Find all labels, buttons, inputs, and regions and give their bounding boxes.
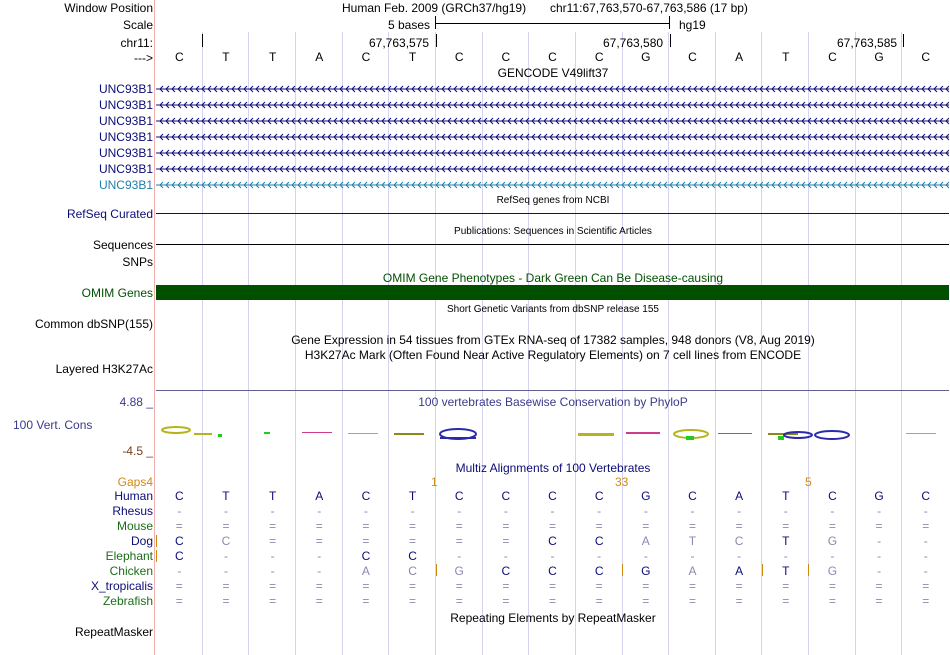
alignment-base: = [782, 579, 790, 593]
alignment-base: - [223, 564, 228, 578]
alignment-base: C [174, 549, 184, 563]
alignment-base: = [175, 579, 183, 593]
alignment-base: = [502, 579, 510, 593]
chrom-label: chr11: [120, 36, 153, 50]
base-letter: G [874, 50, 884, 64]
alignment-base: T [268, 489, 277, 503]
alignment-base: - [457, 549, 462, 563]
base-letter: T [222, 50, 230, 64]
alignment-base: - [550, 504, 555, 518]
coord-tick [202, 34, 203, 47]
coord-tick [903, 34, 904, 47]
refseq-gene-line[interactable] [156, 213, 949, 214]
cons-logo-glyph [348, 433, 378, 434]
base-sequence-row [0, 50, 950, 64]
alignment-base: T [222, 489, 230, 503]
cons-logo-glyph [686, 436, 694, 440]
alignment-base: C [174, 534, 184, 548]
gaps-label: Gaps4 [117, 475, 153, 489]
alignment-base: C [548, 534, 557, 548]
alignment-base: = [269, 594, 277, 608]
gap-count: 33 [615, 475, 629, 489]
cons-track-label[interactable]: 100 Vert. Cons [13, 418, 93, 432]
base-letter: C [361, 50, 371, 64]
base-letter: G [641, 50, 651, 64]
alignment-row [0, 519, 950, 533]
alignment-base: = [315, 534, 323, 548]
cons-min-label: -4.5 _ [122, 444, 153, 458]
gap-marker [762, 564, 763, 576]
gap-marker [156, 535, 157, 547]
alignment-base: - [503, 549, 508, 563]
alignment-base: = [595, 519, 603, 533]
alignment-base: - [503, 504, 508, 518]
scale-db: hg19 [679, 18, 706, 32]
alignment-base: = [735, 519, 743, 533]
alignment-base: - [643, 549, 648, 563]
alignment-base: G [641, 489, 651, 503]
alignment-base: = [362, 534, 370, 548]
alignment-base: = [409, 519, 417, 533]
alignment-base: = [269, 579, 277, 593]
gencode-gene-model[interactable] [156, 162, 949, 176]
alignment-base: C [221, 534, 231, 548]
alignment-base: = [688, 594, 696, 608]
cons-logo-glyph [778, 436, 784, 440]
species-label[interactable]: Dog [130, 534, 153, 548]
gencode-track-title: GENCODE V49lift37 [497, 66, 609, 80]
alignment-base: G [454, 564, 464, 578]
gencode-gene-model[interactable] [156, 82, 949, 96]
alignment-base: C [548, 489, 557, 503]
species-label[interactable]: Mouse [116, 519, 153, 533]
dbsnp-track-title: Short Genetic Variants from dbSNP release 155 [447, 304, 659, 315]
alignment-base: C [594, 534, 604, 548]
alignment-base: A [735, 489, 744, 503]
alignment-base: - [363, 504, 368, 518]
alignment-base: = [455, 594, 463, 608]
alignment-base: = [222, 579, 230, 593]
scale-bar [435, 23, 669, 24]
alignment-base: C [594, 564, 604, 578]
alignment-base: = [409, 594, 417, 608]
gencode-gene-model[interactable] [156, 178, 949, 192]
alignment-base: = [595, 594, 603, 608]
alignment-base: = [875, 594, 883, 608]
alignment-base: = [922, 579, 930, 593]
alignment-base: - [223, 504, 228, 518]
alignment-base: = [455, 534, 463, 548]
alignment-base: - [877, 549, 882, 563]
alignment-base: = [269, 534, 277, 548]
coord-tick-label: 67,763,585 [837, 36, 898, 50]
alignment-base: A [315, 489, 324, 503]
scale-bar-right-end [669, 16, 670, 29]
repeatmasker-track-label[interactable]: RepeatMasker [74, 625, 153, 639]
alignment-base: - [317, 504, 322, 518]
alignment-base: - [177, 504, 182, 518]
omim-gene-bar[interactable] [156, 285, 949, 300]
alignment-base: C [408, 564, 417, 578]
alignment-base: = [222, 519, 230, 533]
base-letter: C [174, 50, 184, 64]
gencode-gene-model[interactable] [156, 114, 949, 128]
alignment-base: = [922, 594, 930, 608]
alignment-base: = [688, 579, 696, 593]
species-label[interactable]: X_tropicalis [90, 579, 153, 593]
alignment-base: - [317, 564, 322, 578]
alignment-base: = [688, 519, 696, 533]
alignment-base: = [828, 579, 836, 593]
alignment-base: T [688, 534, 697, 548]
base-letter: C [594, 50, 604, 64]
alignment-base: - [690, 504, 695, 518]
alignment-base: = [549, 594, 557, 608]
alignment-base: = [735, 594, 743, 608]
cons-logo [156, 424, 950, 444]
cons-logo-glyph [302, 432, 332, 433]
species-label[interactable]: Human [114, 489, 153, 503]
alignment-base: = [409, 579, 417, 593]
alignment-base: - [923, 564, 928, 578]
alignment-base: = [782, 519, 790, 533]
alignment-base: C [361, 489, 371, 503]
base-letter: C [501, 50, 511, 64]
alignment-row [0, 534, 950, 548]
gencode-gene-label[interactable]: UNC93B1 [98, 130, 153, 144]
alignment-base: = [315, 579, 323, 593]
base-letter: C [828, 50, 837, 64]
gencode-gene-label[interactable]: UNC93B1 [98, 98, 153, 112]
gap-count: 5 [805, 475, 812, 489]
base-letter: C [548, 50, 557, 64]
window-position-label: Window Position [64, 1, 153, 15]
alignment-base: = [362, 519, 370, 533]
alignment-base: T [782, 564, 790, 578]
gencode-gene-model[interactable] [156, 146, 949, 160]
cons-logo-glyph [718, 433, 752, 434]
repeatmasker-track-title: Repeating Elements by RepeatMasker [450, 611, 656, 625]
publications-track-title: Publications: Sequences in Scientific Articles [454, 226, 652, 237]
alignment-base: = [642, 594, 650, 608]
alignment-base: = [828, 519, 836, 533]
alignment-base: - [923, 534, 928, 548]
alignment-base: G [827, 564, 838, 578]
base-letter: C [688, 50, 697, 64]
cons-logo-glyph [218, 434, 222, 437]
gencode-gene-model[interactable] [156, 98, 949, 112]
species-label[interactable]: Rhesus [112, 504, 153, 518]
gap-count: 1 [431, 475, 438, 489]
alignment-base: A [735, 564, 744, 578]
alignment-base: = [455, 519, 463, 533]
base-letter: A [315, 50, 324, 64]
alignment-base: - [877, 534, 882, 548]
cons-logo-glyph [162, 427, 190, 433]
alignment-base: = [549, 519, 557, 533]
gencode-gene-label[interactable]: UNC93B1 [98, 162, 153, 176]
scale-text: 5 bases [388, 18, 431, 32]
cons-track-title: 100 vertebrates Basewise Conservation by PhyloP [418, 395, 688, 409]
alignment-base: = [828, 594, 836, 608]
alignment-base: - [830, 549, 835, 563]
alignment-base: = [782, 594, 790, 608]
alignment-base: - [317, 549, 322, 563]
omim-track-title: OMIM Gene Phenotypes - Dark Green Can Be Disease-causing [382, 271, 724, 285]
alignment-base: - [597, 549, 602, 563]
alignment-base: C [828, 489, 837, 503]
alignment-base: C [688, 489, 697, 503]
publications-line[interactable] [156, 244, 949, 245]
multiz-track-title: Multiz Alignments of 100 Vertebrates [455, 461, 651, 475]
cons-logo-glyph [815, 431, 849, 439]
h3k27ac-track-label[interactable]: Layered H3K27Ac [55, 362, 153, 376]
alignment-base: G [874, 489, 884, 503]
alignment-base: = [455, 579, 463, 593]
alignment-base: = [409, 534, 417, 548]
alignment-base: A [688, 564, 697, 578]
alignment-base: C [454, 489, 464, 503]
cons-logo-glyph [194, 433, 212, 435]
cons-logo-glyph [440, 437, 476, 439]
position-text: chr11:67,763,570-67,763,586 (17 bp) [550, 1, 748, 15]
alignment-base: - [690, 549, 695, 563]
gap-marker [808, 564, 809, 576]
alignment-base: = [175, 594, 183, 608]
alignment-base: C [594, 489, 604, 503]
gencode-gene-model[interactable] [156, 130, 949, 144]
alignment-base: C [174, 489, 184, 503]
alignment-base: T [408, 489, 417, 503]
alignment-row [0, 549, 950, 563]
alignment-base: = [362, 594, 370, 608]
alignment-base: = [502, 519, 510, 533]
alignment-row [0, 594, 950, 608]
alignment-base: - [597, 504, 602, 518]
alignment-base: - [877, 564, 882, 578]
base-letter: T [782, 50, 790, 64]
alignment-base: - [270, 564, 275, 578]
coord-tick [670, 34, 671, 47]
alignment-base: T [782, 534, 790, 548]
coord-tick [436, 34, 437, 47]
alignment-base: = [642, 519, 650, 533]
alignment-base: C [548, 564, 557, 578]
omim-track-label[interactable]: OMIM Genes [81, 286, 153, 300]
alignment-base: - [457, 504, 462, 518]
gencode-gene-label[interactable]: UNC93B1 [98, 146, 153, 160]
alignment-base: - [737, 504, 742, 518]
dbsnp-track-label[interactable]: Common dbSNP(155) [34, 317, 153, 331]
alignment-base: = [875, 579, 883, 593]
cons-logo-glyph [906, 433, 936, 434]
scale-label: Scale [122, 18, 153, 32]
alignment-base: = [362, 579, 370, 593]
alignment-base: = [269, 519, 277, 533]
alignment-base: - [270, 504, 275, 518]
coord-tick-label: 67,763,575 [369, 36, 430, 50]
cons-max-label: 4.88 _ [119, 395, 153, 409]
base-letter: T [268, 50, 277, 64]
alignment-base: - [177, 564, 182, 578]
alignment-base: - [783, 549, 788, 563]
species-label[interactable]: Elephant [105, 549, 153, 563]
alignment-base: = [315, 594, 323, 608]
alignment-base: C [361, 549, 371, 563]
cons-logo-glyph [264, 432, 270, 434]
gap-marker [622, 564, 623, 576]
alignment-base: - [923, 504, 928, 518]
alignment-base: - [877, 504, 882, 518]
alignment-base: C [501, 564, 511, 578]
alignment-base: = [595, 579, 603, 593]
cons-logo-glyph [578, 433, 614, 436]
refseq-track-label[interactable]: RefSeq Curated [66, 207, 153, 221]
alignment-base: = [175, 519, 183, 533]
alignment-base: C [501, 489, 511, 503]
gencode-gene-label[interactable]: UNC93B1 [98, 82, 153, 96]
alignment-base: = [922, 519, 930, 533]
base-letter: T [408, 50, 417, 64]
species-label[interactable]: Chicken [109, 564, 153, 578]
cons-logo-glyph [626, 432, 660, 434]
strand-label: ---> [134, 51, 153, 65]
alignment-base: C [921, 489, 931, 503]
alignment-base: - [270, 549, 275, 563]
snps-label[interactable]: SNPs [122, 255, 153, 269]
h3k27ac-track-title: H3K27Ac Mark (Often Found Near Active Regulatory Elements) on 7 cell lines from ENCODE [304, 348, 802, 362]
gap-marker [156, 550, 157, 562]
h3k27ac-baseline [156, 390, 949, 391]
alignment-base: - [550, 549, 555, 563]
cons-logo-glyph [768, 433, 798, 435]
alignment-base: - [410, 504, 415, 518]
alignment-base: - [783, 504, 788, 518]
alignment-row [0, 489, 950, 503]
species-label[interactable]: Zebrafish [102, 594, 153, 608]
alignment-base: C [408, 549, 417, 563]
alignment-base: = [502, 534, 510, 548]
alignment-base: T [782, 489, 790, 503]
alignment-base: - [830, 504, 835, 518]
alignment-base: - [923, 549, 928, 563]
base-letter: C [454, 50, 464, 64]
alignment-base: C [734, 534, 744, 548]
alignment-row [0, 579, 950, 593]
alignment-base: = [222, 594, 230, 608]
alignment-base: G [641, 564, 651, 578]
coord-tick-label: 67,763,580 [603, 36, 664, 50]
alignment-base: A [641, 534, 650, 548]
base-letter: A [735, 50, 744, 64]
alignment-base: = [735, 579, 743, 593]
alignment-row [0, 504, 950, 518]
alignment-base: - [643, 504, 648, 518]
assembly-text: Human Feb. 2009 (GRCh37/hg19) [342, 1, 527, 15]
alignment-base: = [549, 579, 557, 593]
alignment-base: = [315, 519, 323, 533]
gencode-gene-label[interactable]: UNC93B1 [98, 178, 153, 192]
alignment-base: = [502, 594, 510, 608]
publications-track-label[interactable]: Sequences [92, 238, 153, 252]
alignment-base: = [642, 579, 650, 593]
alignment-base: G [827, 534, 838, 548]
alignment-base: - [737, 549, 742, 563]
cons-logo-glyph [394, 433, 424, 435]
refseq-track-title: RefSeq genes from NCBI [496, 195, 610, 206]
alignment-base: = [875, 519, 883, 533]
gtex-track-title: Gene Expression in 54 tissues from GTEx RNA-seq of 17382 samples, 948 donors (V8, Aug 2019) [291, 333, 815, 347]
base-letter: C [921, 50, 931, 64]
gencode-gene-label[interactable]: UNC93B1 [98, 114, 153, 128]
alignment-base: - [223, 549, 228, 563]
gap-marker [436, 564, 437, 576]
alignment-base: A [361, 564, 370, 578]
